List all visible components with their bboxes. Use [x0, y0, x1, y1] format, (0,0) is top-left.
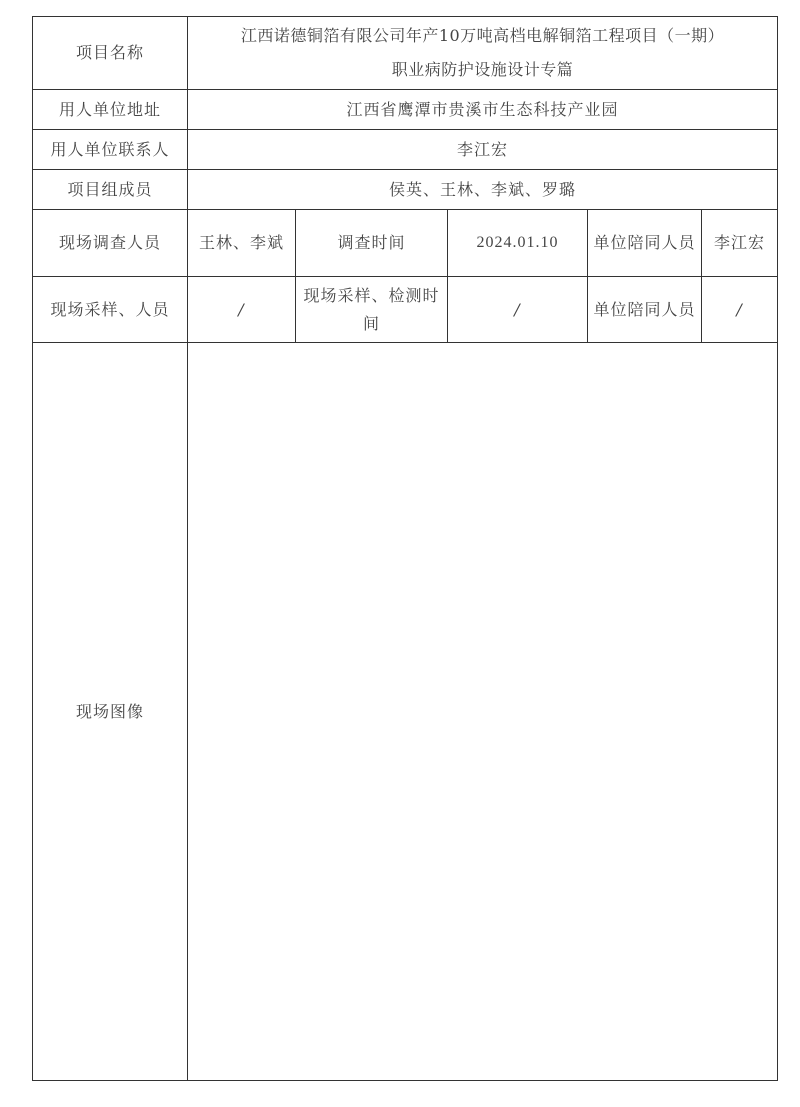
employer-contact-value: 李江宏: [188, 130, 778, 170]
row-site-survey: [33, 210, 778, 277]
project-name-value: [188, 17, 778, 90]
project-info-form: [32, 16, 778, 1081]
site-sampling-label: 现场采样、人员: [33, 277, 188, 343]
survey-escort-label: 单位陪同人员: [588, 210, 702, 277]
row-employer-address: [33, 90, 778, 130]
row-project-name: [33, 17, 778, 90]
project-name-line2: 职业病防护设施设计专篇: [391, 60, 574, 79]
row-employer-contact: [33, 130, 778, 170]
sampling-escort-value: /: [702, 277, 778, 343]
sampling-time-value: /: [448, 277, 588, 343]
project-members-value: 侯英、王林、李斌、罗璐: [188, 170, 778, 210]
employer-address-label: 用人单位地址: [33, 90, 188, 130]
survey-escort-value: 李江宏: [702, 210, 778, 277]
sampling-time-label: 现场采样、检测时间: [296, 277, 448, 343]
site-survey-label: 现场调查人员: [33, 210, 188, 277]
project-name-line1: 江西诺德铜箔有限公司年产10万吨高档电解铜箔工程项目（一期）: [240, 26, 725, 45]
sampling-escort-label: 单位陪同人员: [588, 277, 702, 343]
row-site-image: [33, 343, 778, 1081]
project-members-label: 项目组成员: [33, 170, 188, 210]
site-sampling-staff: /: [188, 277, 296, 343]
survey-time-value: 2024.01.10: [448, 210, 588, 277]
site-image-area: [188, 343, 778, 1081]
employer-contact-label: 用人单位联系人: [33, 130, 188, 170]
site-image-label: 现场图像: [33, 343, 188, 1081]
row-project-members: [33, 170, 778, 210]
employer-address-value: 江西省鹰潭市贵溪市生态科技产业园: [188, 90, 778, 130]
row-site-sampling: [33, 277, 778, 343]
survey-time-label: 调查时间: [296, 210, 448, 277]
site-survey-staff: 王林、李斌: [188, 210, 296, 277]
project-name-label: 项目名称: [33, 17, 188, 90]
